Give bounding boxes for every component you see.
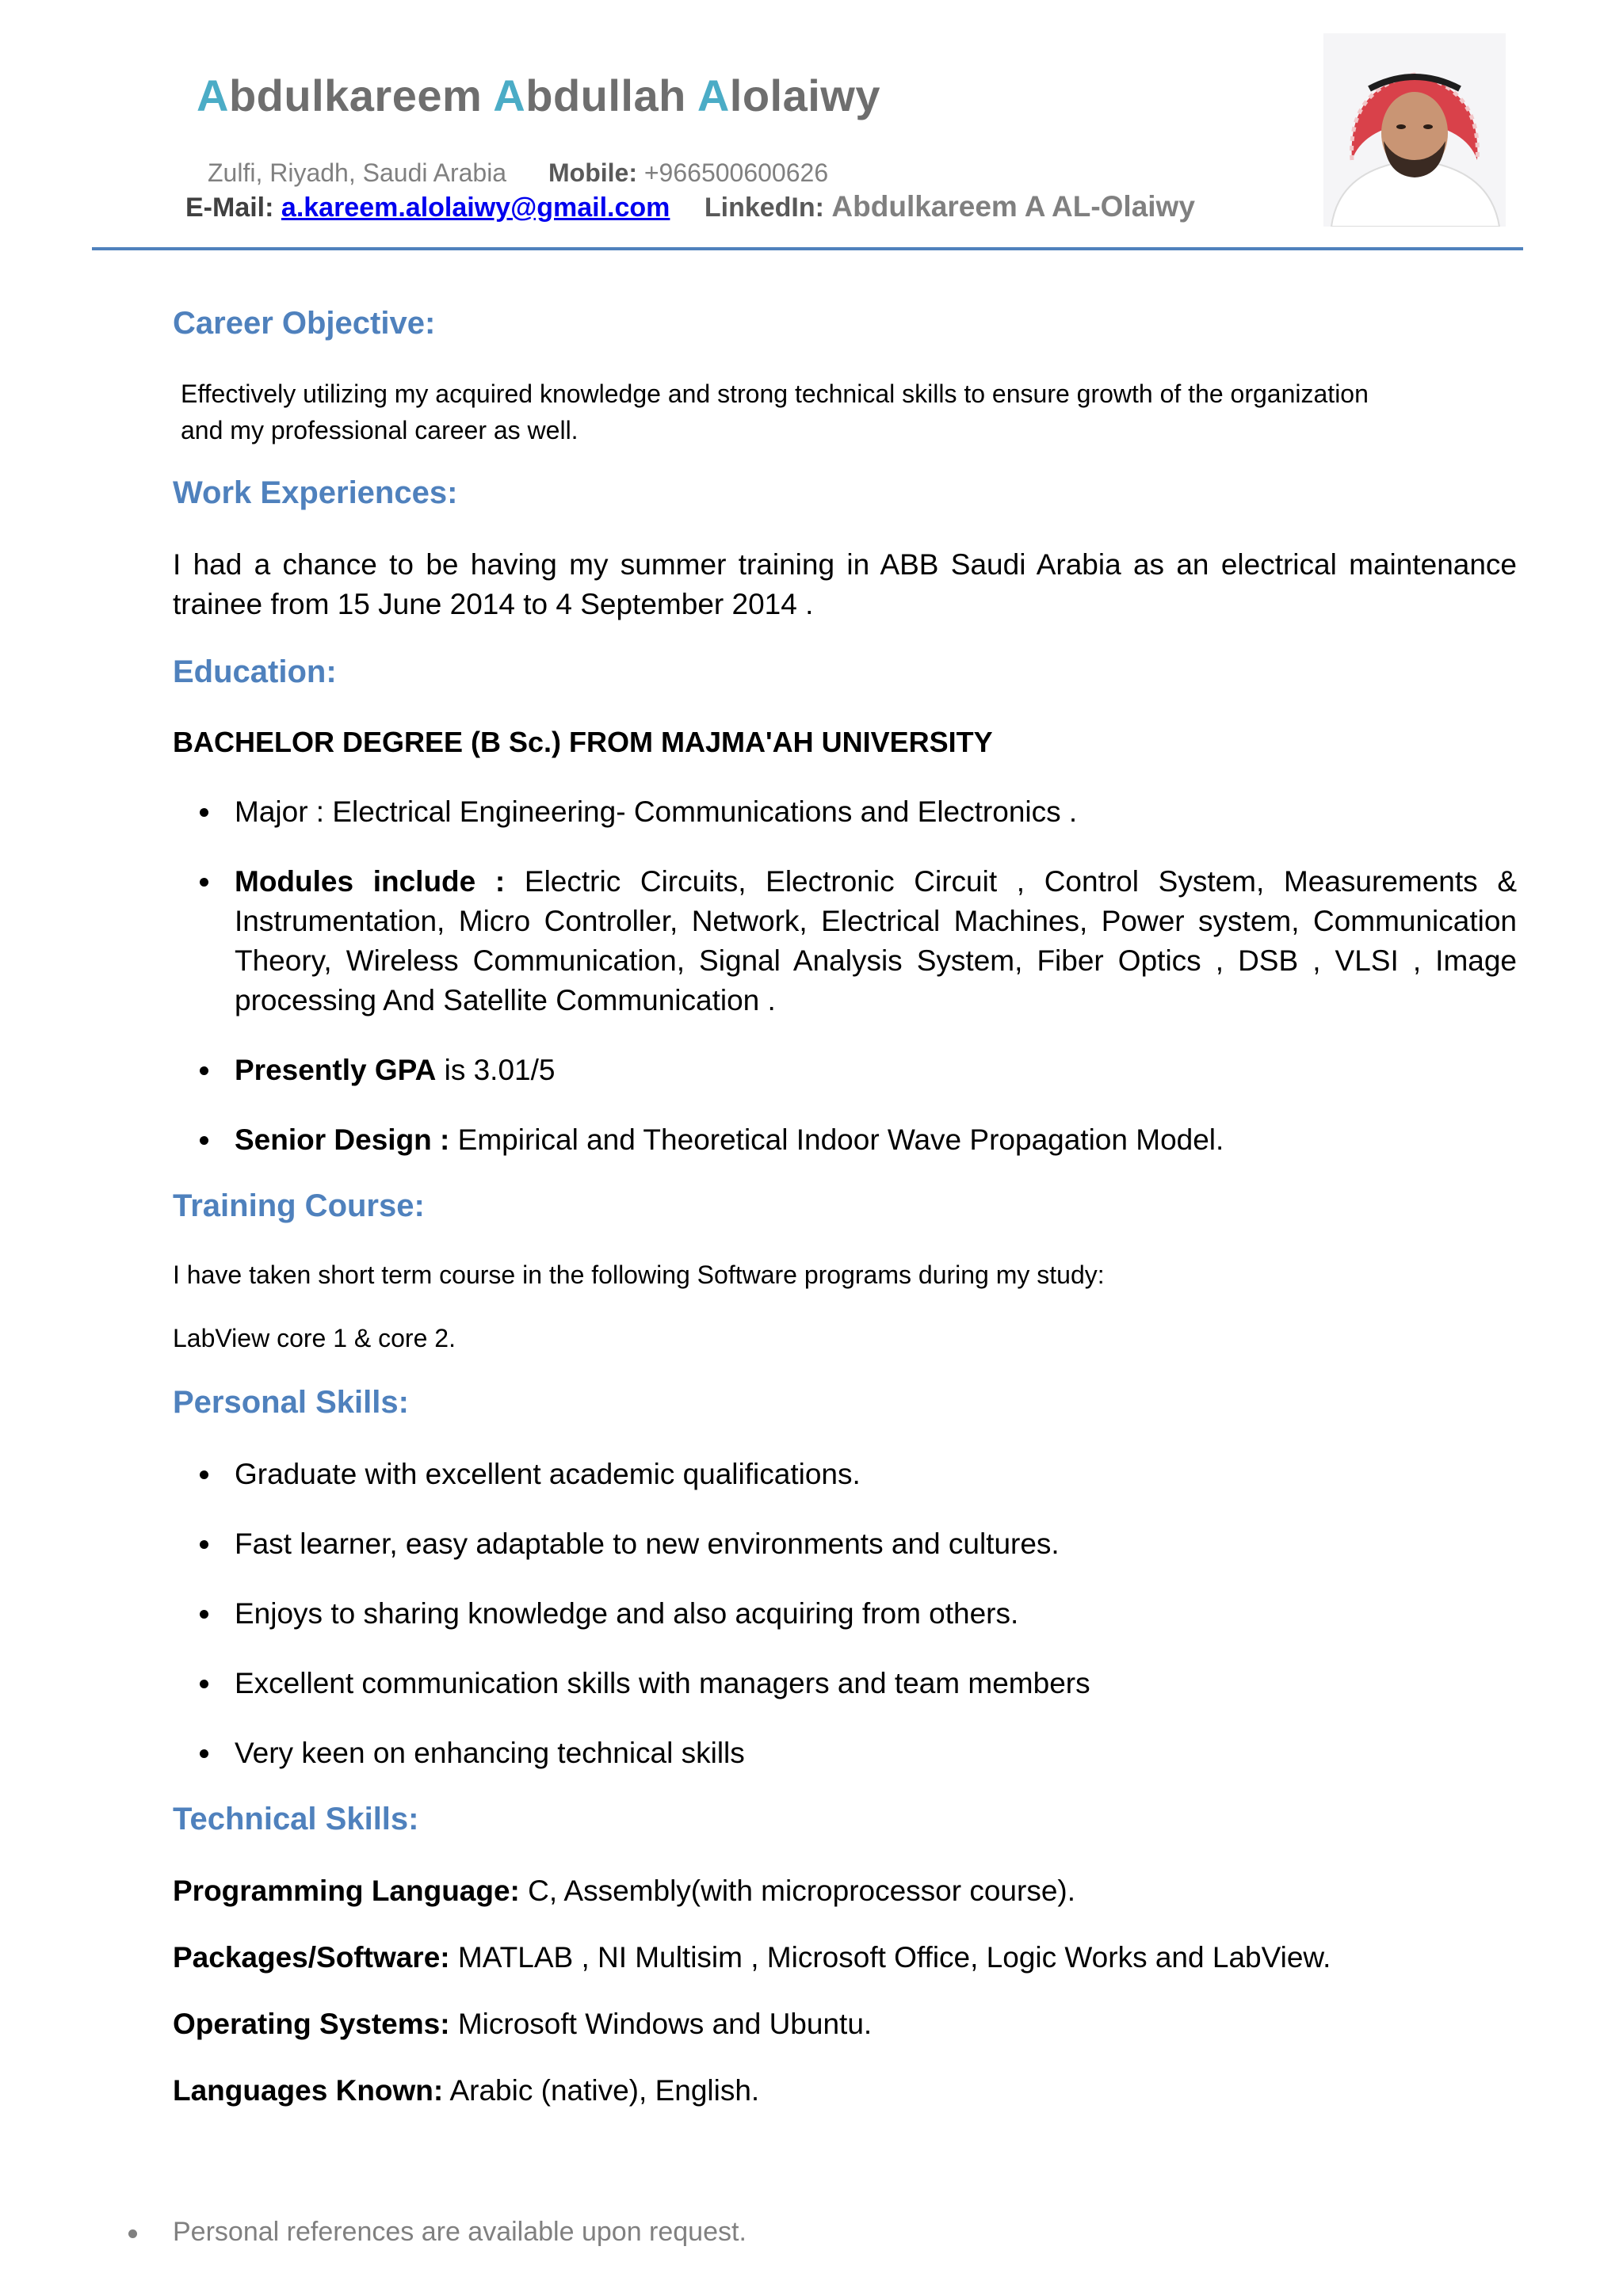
name-initial: A: [197, 71, 229, 120]
education-item: [173, 862, 1517, 1020]
education-item: [173, 792, 1517, 832]
section-title-education: Education:: [173, 654, 337, 689]
technical-skill-row: [173, 1871, 1517, 1911]
education-item: [173, 1120, 1517, 1160]
technical-skill-value: Microsoft Windows and Ubuntu.: [449, 2008, 873, 2040]
training-course: LabView core 1 & core 2.: [173, 1324, 456, 1352]
education-item: [173, 1051, 1517, 1090]
mobile-label: Mobile:: [548, 158, 637, 187]
applicant-name: [197, 70, 880, 121]
technical-skill-value: MATLAB , NI Multisim , Microsoft Office, Logic Works and LabView.: [449, 1941, 1331, 1974]
name-part: lolaiwy: [729, 71, 880, 120]
education-item-label: Presently GPA: [235, 1054, 437, 1086]
personal-skills-list: [173, 1455, 1517, 1773]
education-item-text: Major : Electrical Engineering- Communications and Electronics .: [235, 795, 1078, 828]
contact-line-online: [185, 190, 1195, 223]
training-intro: I have taken short term course in the following Software programs during my study:: [173, 1261, 1105, 1289]
career-objective-line: Effectively utilizing my acquired knowledge and strong technical skills to ensure growth of the organization: [181, 379, 1369, 408]
name-initial: A: [697, 71, 730, 120]
education-item-text: Electric Circuits, Electronic Circuit , Control System, Measurements & Instrumentation, Micro Controller, Network, Electrical Machines, Power system, Communication Theory, Wireless Communication, Signal Analysis System, Fiber Optics , DSB , VLSI , Image processing And Satellite Communication .: [235, 865, 1517, 1016]
personal-skill-item: Excellent communication skills with managers and team members: [173, 1664, 1517, 1703]
technical-skill-value: C, Assembly(with microprocessor course).: [519, 1875, 1076, 1907]
technical-skill-row: [173, 2004, 1517, 2044]
section-title-career-objective: Career Objective:: [173, 306, 436, 341]
technical-skill-label: Packages/Software:: [173, 1941, 450, 1974]
personal-skill-item: Fast learner, easy adaptable to new environments and cultures.: [173, 1524, 1517, 1564]
profile-photo-image: [1323, 33, 1506, 227]
education-list: [173, 792, 1517, 1160]
name-initial: A: [493, 71, 526, 120]
header-divider: [92, 247, 1523, 250]
work-experience-text: I had a chance to be having my summer training in ABB Saudi Arabia as an electrical maintenance trainee from 15 June 2014 to 4 September 2014 .: [173, 548, 1517, 620]
technical-skill-value: Arabic (native), English.: [443, 2074, 760, 2107]
location-text: Zulfi, Riyadh, Saudi Arabia: [208, 158, 507, 187]
email-link[interactable]: a.kareem.alolaiwy@gmail.com: [281, 193, 670, 223]
personal-skill-item: Enjoys to sharing knowledge and also acquiring from others.: [173, 1594, 1517, 1634]
footer-bullet: [128, 2229, 137, 2238]
section-title-personal-skills: Personal Skills:: [173, 1385, 409, 1420]
mobile-value: +966500600626: [643, 158, 829, 187]
profile-photo: [1323, 33, 1506, 227]
personal-skill-item: Graduate with excellent academic qualifications.: [173, 1455, 1517, 1494]
technical-skill-label: Programming Language:: [173, 1875, 520, 1907]
education-item-label: Modules include :: [235, 865, 506, 898]
technical-skill-label: Operating Systems:: [173, 2008, 450, 2040]
linkedin-value: Abdulkareem A AL-Olaiwy: [831, 190, 1195, 223]
education-item-text: Empirical and Theoretical Indoor Wave Propagation Model.: [449, 1123, 1224, 1156]
section-title-training-course: Training Course:: [173, 1188, 425, 1223]
email-label: E-Mail:: [185, 193, 274, 223]
linkedin-label: LinkedIn:: [704, 193, 824, 223]
education-item-label: Senior Design :: [235, 1123, 450, 1156]
degree-title: BACHELOR DEGREE (B Sc.) FROM MAJMA'AH UNIVERSITY: [173, 726, 993, 758]
technical-skill-row: [173, 1938, 1517, 1978]
references-note: Personal references are available upon request.: [173, 2217, 747, 2247]
section-title-technical-skills: Technical Skills:: [173, 1802, 419, 1836]
name-part: bdulkareem: [228, 71, 483, 120]
career-objective-line: and my professional career as well.: [181, 416, 579, 444]
section-title-work-experiences: Work Experiences:: [173, 475, 458, 510]
technical-skill-row: [173, 2071, 1517, 2111]
contact-line-location: [208, 158, 828, 188]
education-item-text: is 3.01/5: [436, 1054, 556, 1086]
technical-skill-label: Languages Known:: [173, 2074, 444, 2107]
personal-skill-item: Very keen on enhancing technical skills: [173, 1733, 1517, 1773]
name-part: bdullah: [525, 71, 686, 120]
